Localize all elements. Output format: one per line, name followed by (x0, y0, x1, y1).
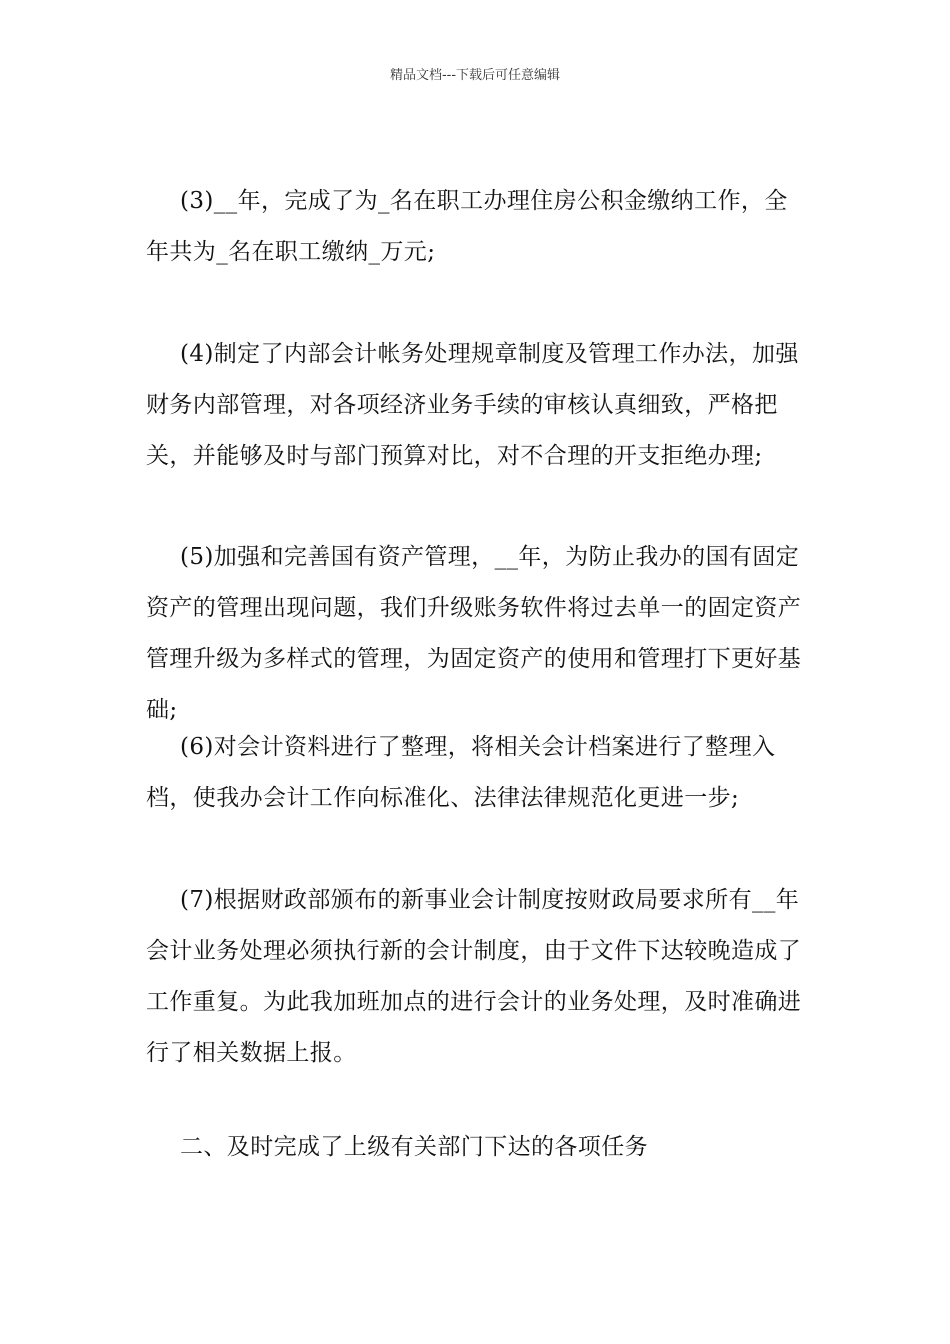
page-header: 精品文档---下载后可任意编辑 (389, 68, 561, 83)
paragraph-item-6: (6)对会计资料进行了整理，将相关会计档案进行了整理入档，使我办会计工作向标准化、法律法律规范化更进一步; (146, 734, 776, 811)
paragraph-item-4: (4)制定了内部会计帐务处理规章制度及管理工作办法，加强财务内部管理，对各项经济业务手续的审核认真细致，严格把关，并能够及时与部门预算对比，对不合理的开支拒绝办理; (146, 341, 799, 469)
paragraph-item-7: (7)根据财政部颁布的新事业会计制度按财政局要求所有__年会计业务处理必须执行新的会计制度，由于文件下达较晚造成了工作重复。为此我加班加点的进行会计的业务处理，及时准确进行了相关数据上报。 (146, 887, 802, 1066)
paragraph-item-5: (5)加强和完善国有资产管理，__年，为防止我办的国有固定资产的管理出现问题，我们升级账务软件将过去单一的固定资产管理升级为多样式的管理，为固定资产的使用和管理打下更好基础; (146, 544, 802, 723)
paragraph-item-3: (3)__年，完成了为_名在职工办理住房公积金缴纳工作，全年共为_名在职工缴纳_万元; (146, 188, 788, 265)
section-heading: 二、及时完成了上级有关部门下达的各项任务 (180, 1134, 648, 1160)
